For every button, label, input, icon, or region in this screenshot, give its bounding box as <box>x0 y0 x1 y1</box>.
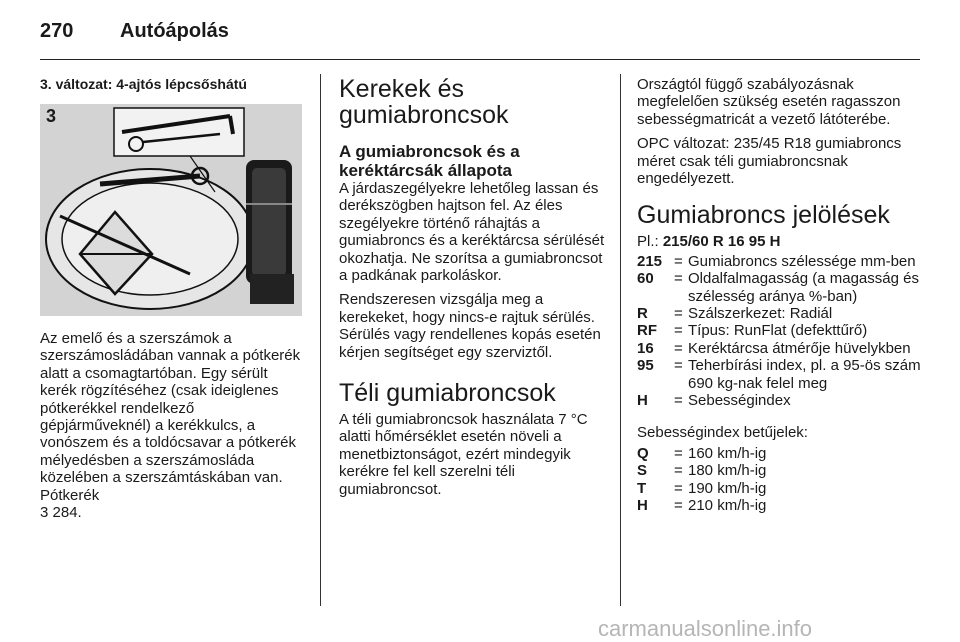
marking-row-value: Sebességindex <box>688 392 791 410</box>
marking-row-equals: = <box>674 270 683 288</box>
marking-row-value: Keréktárcsa átmérője hüvelykben <box>688 339 911 357</box>
header-rule <box>40 59 920 60</box>
tool-kit-figure <box>40 104 302 316</box>
condition-subheading: A gumiabroncsok és a keréktárcsák állapota <box>339 142 520 180</box>
marking-row-value: Oldalfalmagasság (a magasság és szélesség aránya %-ban) <box>688 270 919 305</box>
speed-row-value: 160 km/h-ig <box>688 444 767 462</box>
marking-row-key: 60 <box>637 270 654 288</box>
speed-row-equals: = <box>674 479 683 497</box>
tyre-marking-heading: Gumiabroncs jelölések <box>637 201 890 230</box>
speed-index-heading: Sebességindex betűjelek: <box>637 423 808 441</box>
marking-row-value: Szálszerkezet: Radiál <box>688 305 833 323</box>
example-prefix: Pl.: <box>637 233 663 251</box>
marking-row-key: R <box>637 305 648 323</box>
marking-row-value: Gumiabroncs szélessége mm-ben <box>688 252 916 270</box>
marking-row-value: Teherbírási index, pl. a 95-ös szám 690 kg-nak felel meg <box>688 357 921 392</box>
speed-row-equals: = <box>674 497 683 515</box>
marking-row-value: Típus: RunFlat (defekttűrő) <box>688 322 868 340</box>
speed-row-equals: = <box>674 462 683 480</box>
watermark: carmanualsonline.info <box>598 616 813 641</box>
speed-row-key: Q <box>637 444 649 462</box>
marking-row-key: H <box>637 392 648 410</box>
speed-row-equals: = <box>674 444 683 462</box>
marking-row-key: RF <box>637 322 657 340</box>
speed-row-value: 180 km/h-ig <box>688 462 767 480</box>
marking-row-equals: = <box>674 392 683 410</box>
speed-index-list <box>637 445 927 515</box>
speed-row-key: S <box>637 462 648 480</box>
marking-row <box>637 253 927 270</box>
page-number: 270 <box>40 20 74 42</box>
column-divider-left <box>320 74 321 606</box>
speed-row <box>637 480 927 497</box>
xref-arrow-icon: 3 <box>40 504 49 522</box>
example-value: 215/60 R 16 95 H <box>662 233 781 251</box>
marking-row-key: 16 <box>637 339 654 357</box>
marking-row <box>637 357 927 392</box>
marking-row <box>637 322 927 339</box>
page-header <box>40 20 229 43</box>
marking-row-key: 215 <box>637 252 663 270</box>
marking-row-key: 95 <box>637 357 654 375</box>
section-heading: Kerekek és gumiabroncsok <box>339 75 509 129</box>
speed-row-value: 210 km/h-ig <box>688 497 767 515</box>
condition-paragraph-2: Rendszeresen vizsgálja meg a kerekeket, hogy nincs-e rajtuk sérülés. Sérülés vagy rendellenes kopás esetén kérjen segítséget egy szerviztől. <box>339 291 601 361</box>
speed-row-value: 190 km/h-ig <box>688 479 767 497</box>
speed-row <box>637 445 927 462</box>
condition-paragraph-1: A járdaszegélyekre lehetőleg lassan és derékszögben hajtson fel. Az éles szegélyekre történő ráhajtás a gumiabroncs és a keréktárcsa sérülését okozhatja. Ne szorítsa a gumiabroncsot a padkának parkoláskor. <box>339 180 605 285</box>
speed-row <box>637 462 927 479</box>
marking-row-equals: = <box>674 305 683 323</box>
marking-definitions <box>637 253 927 410</box>
marking-row <box>637 340 927 357</box>
jack-and-tools-illustration <box>40 104 302 316</box>
right-column <box>637 76 927 515</box>
marking-row-equals: = <box>674 322 683 340</box>
caption-text: Az emelő és a szerszámok a szerszámosládában vannak a pótkerék alatt a csomagtartóban. Egy sérült kerék rögzítéséhez (csak ideiglenes pótkerékkel rendelkező gépjárműveknél) a kerékkulcs, a vonószem és a toldócsavar a pótkerék mélyedésben a szerszámosláda közelében a szerszámtáskában van. Pótkerék <box>40 330 301 504</box>
speed-sticker-paragraph: Országtól függő szabályozásnak megfelelően szükség esetén ragasszon sebességmatricát a vezető látóterébe. <box>637 76 901 128</box>
figure-caption <box>40 330 306 521</box>
marking-row-equals: = <box>674 252 683 270</box>
marking-example <box>637 233 927 250</box>
winter-tyres-heading: Téli gumiabroncsok <box>339 379 556 408</box>
winter-tyres-paragraph: A téli gumiabroncsok használata 7 °C alatti hőmérséklet esetén növeli a menetbiztonságot, ezért mindegyik kerékre fel kell szerelni téli gumiabroncsot. <box>339 411 588 498</box>
marking-row-equals: = <box>674 339 683 357</box>
marking-row <box>637 392 927 409</box>
marking-row-equals: = <box>674 357 683 375</box>
left-column <box>40 76 306 528</box>
xref-page: 284. <box>52 504 82 522</box>
opc-paragraph: OPC változat: 235/45 R18 gumiabroncs méret csak téli gumiabroncsnak engedélyezett. <box>637 135 902 188</box>
speed-row-key: H <box>637 497 648 515</box>
middle-column <box>339 76 605 505</box>
variant-subheading: 3. változat: 4-ajtós lépcsőshátú <box>40 76 247 92</box>
marking-row <box>637 270 927 305</box>
speed-row <box>637 497 927 514</box>
figure-number: 3 <box>46 106 57 126</box>
speed-row-key: T <box>637 479 647 497</box>
marking-row <box>637 305 927 322</box>
section-title: Autóápolás <box>120 20 229 42</box>
column-divider-right <box>620 74 621 606</box>
